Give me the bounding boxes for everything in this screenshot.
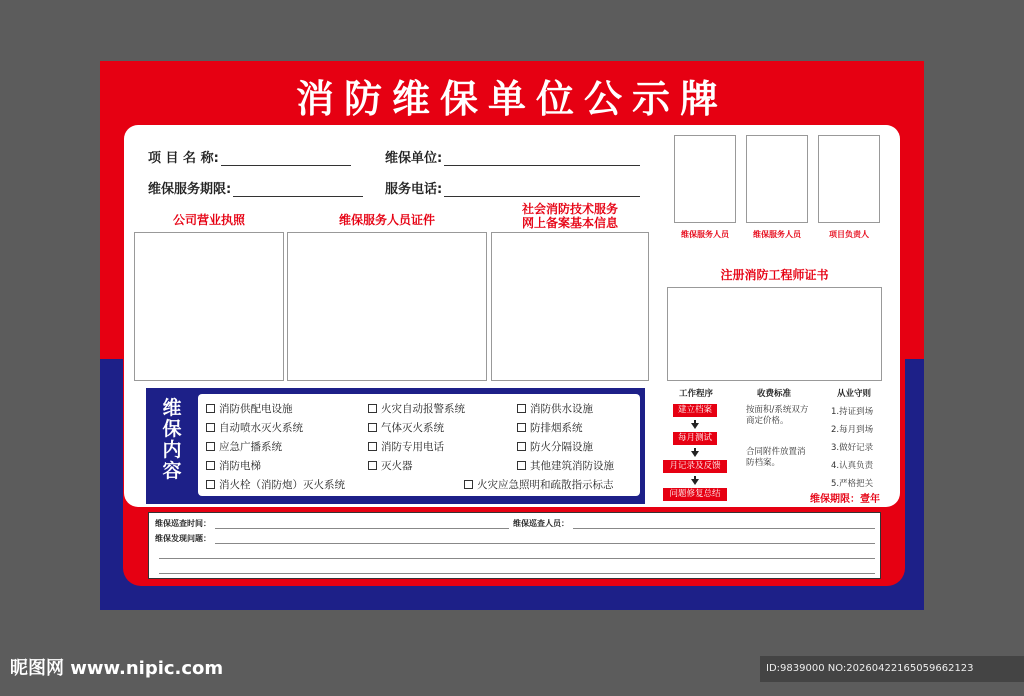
online-info-title-line2: 网上备案基本信息 [521,216,618,230]
checklist-item[interactable] [517,439,593,454]
staff-photo-2 [746,135,808,223]
engineer-cert-title: 注册消防工程师证书 [720,268,829,282]
checkbox[interactable] [206,461,215,470]
service-phone-label: 服务电话: [385,182,443,197]
rule-item: 3.做好记录 [831,443,874,453]
maint-unit-field [385,147,640,166]
project-name-field [148,147,351,166]
checkbox[interactable] [206,423,215,432]
checklist-item-label: 消防电梯 [219,460,261,472]
manager-photo [818,135,880,223]
inspection-issues-input[interactable] [215,543,875,544]
workflow-header: 工作程序 [678,389,713,399]
maint-label-char: 内 [162,439,182,461]
service-period-input[interactable] [233,183,363,197]
checkbox[interactable] [517,404,526,413]
maintenance-period: 维保期限：壹年 [810,494,880,505]
checklist-item[interactable] [464,477,614,492]
maintenance-content [146,388,645,504]
fire-maintenance-board [100,61,924,610]
staff-photo-1-caption: 维保服务人员 [681,230,729,239]
checklist-item[interactable] [206,458,261,473]
step-3: 月记录及反馈 [663,460,727,473]
checkbox[interactable] [206,442,215,451]
staff-photo-2-caption: 维保服务人员 [753,230,801,239]
checklist-item[interactable] [206,401,293,416]
checklist-item[interactable] [206,439,282,454]
checkbox[interactable] [517,461,526,470]
checklist-item-label: 应急广播系统 [219,441,282,453]
staff-cert-title: 维保服务人员证件 [338,213,435,227]
checkbox[interactable] [206,480,215,489]
rule-item: 1.持证到场 [831,407,874,417]
online-info-title-line1: 社会消防技术服务 [521,202,618,216]
watermark-id: ID:9839000 NO:20260422165059662123 [760,656,1024,682]
checklist-item-label: 灭火器 [381,460,413,472]
checklist-item[interactable] [517,401,593,416]
license-box [134,232,284,381]
checklist-item-label: 消火栓（消防炮）灭火系统 [219,479,345,491]
checkbox[interactable] [206,404,215,413]
checkbox[interactable] [368,461,377,470]
checkbox[interactable] [368,404,377,413]
checklist-item-label: 气体灭火系统 [381,422,444,434]
inspection-staff-input[interactable] [573,528,875,529]
service-period-field [148,178,363,197]
fee-text: 合同附件放置消 [746,447,806,457]
checkbox[interactable] [368,442,377,451]
fee-text: 按面积/系统双方 [746,405,809,415]
maint-label-char: 保 [162,418,182,440]
staff-photo-1 [674,135,736,223]
inspection-time-input[interactable] [215,528,509,529]
checklist-item[interactable] [368,401,465,416]
maintenance-checklist [198,394,640,496]
inspection-time-label: 维保巡查时间： [155,519,211,528]
fees-header: 收费标准 [756,389,791,399]
rules-header: 从业守则 [836,389,871,399]
inspection-issues-line[interactable] [159,558,875,559]
checklist-item-label: 消防专用电话 [381,441,444,453]
manager-photo-caption: 项目负责人 [829,230,869,239]
checkbox[interactable] [517,442,526,451]
maint-label-char: 容 [162,460,182,482]
engineer-cert-box [667,287,882,381]
step-4: 问题修复总结 [663,488,727,501]
staff-cert-box [287,232,487,381]
license-title: 公司营业执照 [172,213,245,227]
rule-item: 2.每月到场 [831,425,874,435]
board-title: 消防维保单位公示牌 [295,77,728,121]
arrow-down-icon [691,423,699,429]
arrow-down-icon [691,451,699,457]
checklist-item-label: 其他建筑消防设施 [530,460,614,472]
maint-unit-label: 维保单位: [385,151,443,166]
checklist-item-label: 防排烟系统 [530,422,583,434]
checklist-item-label: 火灾自动报警系统 [381,403,465,415]
checklist-item-label: 火灾应急照明和疏散指示标志 [477,479,614,491]
checklist-item[interactable] [206,477,345,492]
checklist-item[interactable] [368,439,444,454]
project-name-label: 项 目 名 称: [148,151,219,166]
maintenance-label [156,398,188,482]
rule-item: 4.认真负责 [831,461,874,471]
maint-label-char: 维 [162,397,182,419]
project-name-input[interactable] [221,152,351,166]
rule-item: 5.严格把关 [831,479,874,489]
checklist-item[interactable] [517,420,583,435]
checklist-item[interactable] [368,420,444,435]
arrow-down-icon [691,479,699,485]
step-2: 每月测试 [673,432,717,445]
checklist-item-label: 消防供水设施 [530,403,593,415]
fee-text: 商定价格。 [746,416,789,426]
service-period-label: 维保服务期限: [148,182,232,197]
checklist-item-label: 防火分隔设施 [530,441,593,453]
fee-text: 防档案。 [746,458,781,468]
checklist-item-label: 消防供配电设施 [219,403,293,415]
inspection-issues-label: 维保发现问题： [155,534,211,543]
service-phone-field [385,178,640,197]
checklist-item-label: 自动喷水灭火系统 [219,422,303,434]
checklist-item[interactable] [206,420,303,435]
step-1: 建立档案 [673,404,717,417]
maint-unit-input[interactable] [444,152,640,166]
checklist-item[interactable] [517,458,614,473]
service-phone-input[interactable] [444,183,640,197]
inspection-record [148,512,881,579]
inspection-staff-label: 维保巡查人员： [513,519,569,528]
watermark-logo: 昵图网 www.nipic.com [10,658,224,679]
checkbox[interactable] [464,480,473,489]
checkbox[interactable] [517,423,526,432]
inspection-issues-line[interactable] [159,573,875,574]
online-info-box [491,232,649,381]
checklist-item[interactable] [368,458,413,473]
checkbox[interactable] [368,423,377,432]
